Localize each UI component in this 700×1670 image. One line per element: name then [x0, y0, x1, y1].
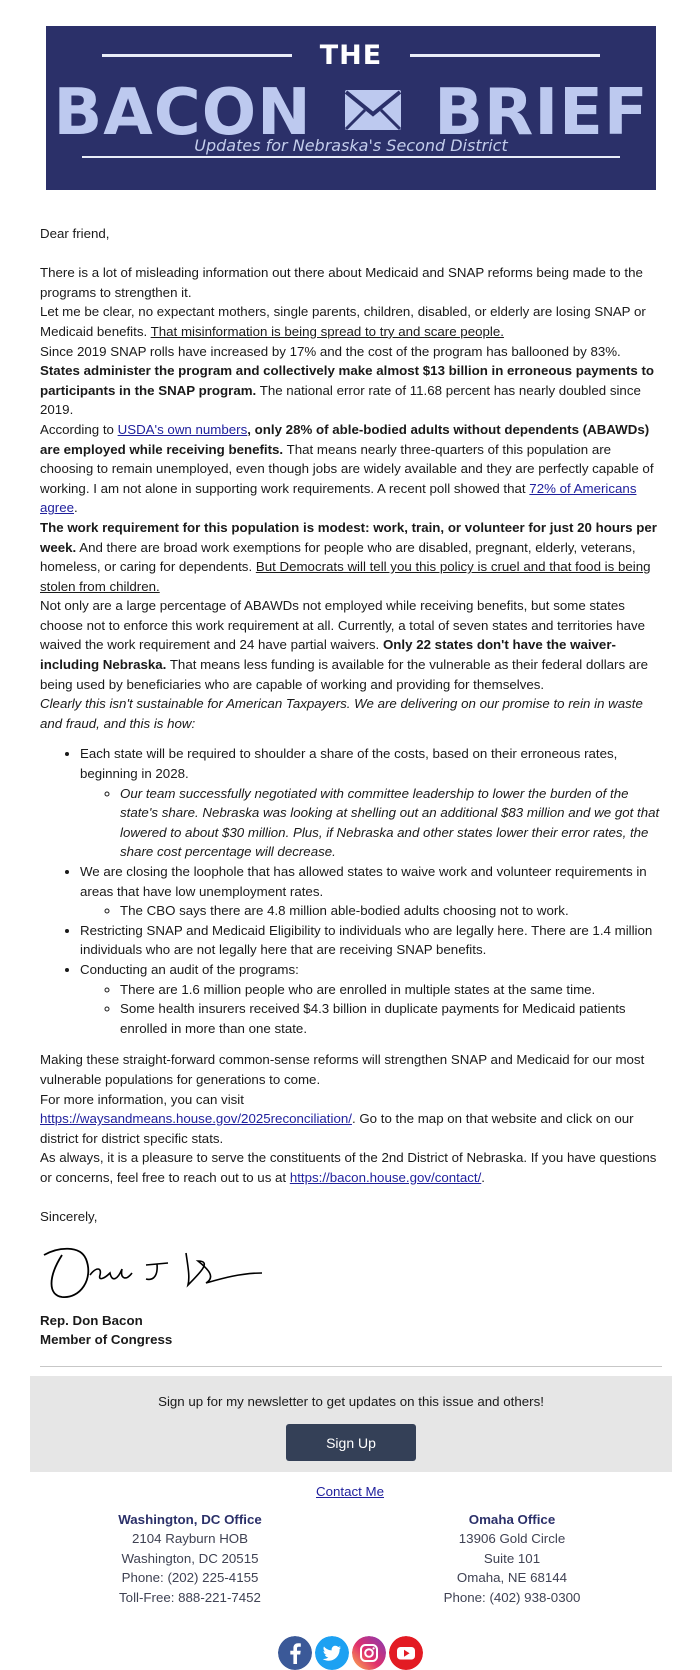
- banner-title-left: BACON: [53, 76, 312, 151]
- bold-text: The work requirement for this population is modest: work, train, or volunteer for just 20 hours per week.: [40, 519, 657, 555]
- sub-list-item: ◦ Some health insurers received $4.3 billion in duplicate payments for Medicaid patients enrolled in more than one state.: [120, 999, 662, 1038]
- contact-me-link[interactable]: Contact Me: [316, 1484, 384, 1499]
- banner-rule-bottom: [82, 156, 620, 158]
- paragraph-11: As always, it is a pleasure to serve the constituents of the 2nd District of Nebraska. If you have questions or concerns, feel free to reach out to us at https://bacon.house.gov/contact/.: [40, 1150, 657, 1185]
- signer-title: Member of Congress: [40, 1332, 173, 1348]
- closing: Sincerely,: [40, 1209, 98, 1225]
- sign-up-button[interactable]: Sign Up: [286, 1424, 416, 1461]
- sub-list-item: ◦ There are 1.6 million people who are enrolled in multiple states at the same time.: [120, 980, 662, 1000]
- dc-office: [70, 1510, 310, 1607]
- sub-list-item: ◦ The CBO says there are 4.8 million able-bodied adults choosing not to work.: [120, 901, 662, 921]
- office-name: Washington, DC Office: [118, 1512, 262, 1527]
- twitter-icon[interactable]: [315, 1636, 349, 1670]
- paragraph-8: Clearly this isn't sustainable for American Taxpayers. We are delivering on our promise to rein in waste and fraud, and this is how:: [40, 696, 643, 731]
- banner-the-word: THE: [319, 40, 383, 71]
- poll-link[interactable]: 72% of Americans agree: [40, 480, 637, 516]
- instagram-icon[interactable]: [352, 1636, 386, 1670]
- office-line: 2104 Rayburn HOB: [131, 1531, 249, 1547]
- omaha-office: [392, 1510, 632, 1607]
- envelope-icon: [343, 87, 403, 133]
- paragraph-5: According to USDA's own numbers, only 28% of able-bodied adults without dependents (ABAWDs) are employed while receiving benefits. That means nearly three-quarters of this population are choosing to remain unemployed, even though jobs are widely available and they are perfectly capable of working. I am not alone in supporting work requirements. A recent poll showed that 72% of Americans agree.: [40, 421, 654, 516]
- office-line: Washington, DC 20515: [121, 1550, 259, 1566]
- contact-me: [0, 1484, 700, 1499]
- social-links: [278, 1636, 424, 1670]
- paragraph-4: States administer the program and collectively make almost $13 billion in erroneous payments to participants in the SNAP program. The national error rate of 11.68 percent has nearly doubled since 2019.: [40, 363, 655, 418]
- paragraph-9: Making these straight-forward common-sense reforms will strengthen SNAP and Medicaid for our most vulnerable populations for generations to come.: [40, 1052, 645, 1087]
- list-item: • Restricting SNAP and Medicaid Eligibility to individuals who are legally here. There are 1.4 million individuals who are not legally here that are receiving SNAP benefits.: [80, 921, 662, 960]
- paragraph-10b: https://waysandmeans.house.gov/2025reconciliation/. Go to the map on that website and click on our district for district specific stats.: [40, 1111, 634, 1146]
- paragraph-2: Let me be clear, no expectant mothers, single parents, children, disabled, or elderly are losing SNAP or Medicaid benefits. That misinformation is being spread to try and scare people.: [40, 304, 646, 339]
- underlined-text: That misinformation is being spread to try and scare people.: [150, 323, 504, 339]
- list-item: • Each state will be required to shoulder a share of the costs, based on their erroneous rates, beginning in 2028. ◦ Our team successfully negotiated with committee leadership to lower the burden of the state's share. Nebraska was looking at shelling out an additional $83 million and we got that lowered to about $30 million. Plus, if Nebraska and other states lower their error rates, the share cost percentage will decrease.: [80, 744, 662, 862]
- office-line: 13906 Gold Circle: [458, 1531, 566, 1547]
- banner-title-right: BRIEF: [434, 76, 649, 151]
- paragraph-7: Not only are a large percentage of ABAWDs not employed while receiving benefits, but some states choose not to enforce this work requirement at all. Currently, a total of seven states and territories have waived the work requirement and 24 have partial waivers. Only 22 states don't have the waiver-including Nebraska. That means less funding is available for the vulnerable as their federal dollars are being used by beneficiaries who are capable of working and providing for themselves.: [40, 598, 649, 692]
- paragraph-3: Since 2019 SNAP rolls have increased by 17% and the cost of the program has ballooned by 83%.: [40, 343, 621, 359]
- reconciliation-link[interactable]: https://waysandmeans.house.gov/2025reconciliation/: [40, 1111, 352, 1127]
- office-phone: Phone: (402) 938-0300: [443, 1589, 581, 1605]
- bold-text: , only 28% of able-bodied adults without dependents (ABAWDs) are employed while receiving benefits.: [40, 421, 650, 457]
- letter-body: [40, 224, 662, 1350]
- paragraph-1: There is a lot of misleading information out there about Medicaid and SNAP reforms being made to the programs to strengthen it.: [40, 265, 643, 300]
- contact-page-link[interactable]: https://bacon.house.gov/contact/: [289, 1169, 482, 1185]
- office-toll-free: Toll-Free: 888-221-7452: [119, 1589, 261, 1605]
- usda-numbers-link[interactable]: USDA's own numbers: [117, 421, 248, 437]
- underlined-text: But Democrats will tell you this policy is cruel and that food is being stolen from children.: [40, 559, 651, 594]
- list-item: • Conducting an audit of the programs: ◦ There are 1.6 million people who are enrolled in multiple states at the same time. ◦ Some health insurers received $4.3 billion in duplicate payments for Medicaid patients enrolled in more than one state.: [80, 960, 662, 1038]
- newsletter-banner: [46, 26, 656, 190]
- signature-image: [40, 1233, 280, 1305]
- newsletter-signup-box: [30, 1376, 672, 1472]
- footer-divider: [40, 1366, 662, 1367]
- greeting: Dear friend,: [40, 226, 110, 241]
- bold-text: States administer the program and collectively make almost $13 billion in erroneous payments to participants in the SNAP program.: [40, 363, 655, 398]
- list-item: • We are closing the loophole that has allowed states to waive work and volunteer requirements in areas that have low unemployment rates. ◦ The CBO says there are 4.8 million able-bodied adults choosing not to work.: [80, 862, 662, 921]
- youtube-icon[interactable]: [389, 1636, 423, 1670]
- sub-list-item: ◦ Our team successfully negotiated with committee leadership to lower the burden of the state's share. Nebraska was looking at shelling out an additional $83 million and we got that lowered to about $30 million. Plus, if Nebraska and other states lower their error rates, the share cost percentage will decrease.: [120, 784, 662, 862]
- office-name: Omaha Office: [468, 1512, 556, 1527]
- office-line: Suite 101: [483, 1550, 541, 1566]
- newsletter-promo: Sign up for my newsletter to get updates on this issue and others!: [158, 1394, 544, 1409]
- reform-list: [40, 744, 662, 1038]
- banner-subtitle: Updates for Nebraska's Second District: [194, 136, 508, 155]
- bold-text: Only 22 states don't have the waiver-including Nebraska.: [40, 637, 616, 673]
- facebook-icon[interactable]: [278, 1636, 312, 1670]
- office-line: Omaha, NE 68144: [456, 1570, 568, 1586]
- office-phone: Phone: (202) 225-4155: [121, 1570, 259, 1586]
- signer-name: Rep. Don Bacon: [40, 1312, 143, 1328]
- paragraph-6: The work requirement for this population is modest: work, train, or volunteer for just 20 hours per week. And there are broad work exemptions for people who are disabled, pregnant, elderly, veterans, homeless, or caring for dependents. But Democrats will tell you this policy is cruel and that food is being stolen from children.: [40, 519, 657, 594]
- paragraph-10: For more information, you can visit: [40, 1091, 244, 1107]
